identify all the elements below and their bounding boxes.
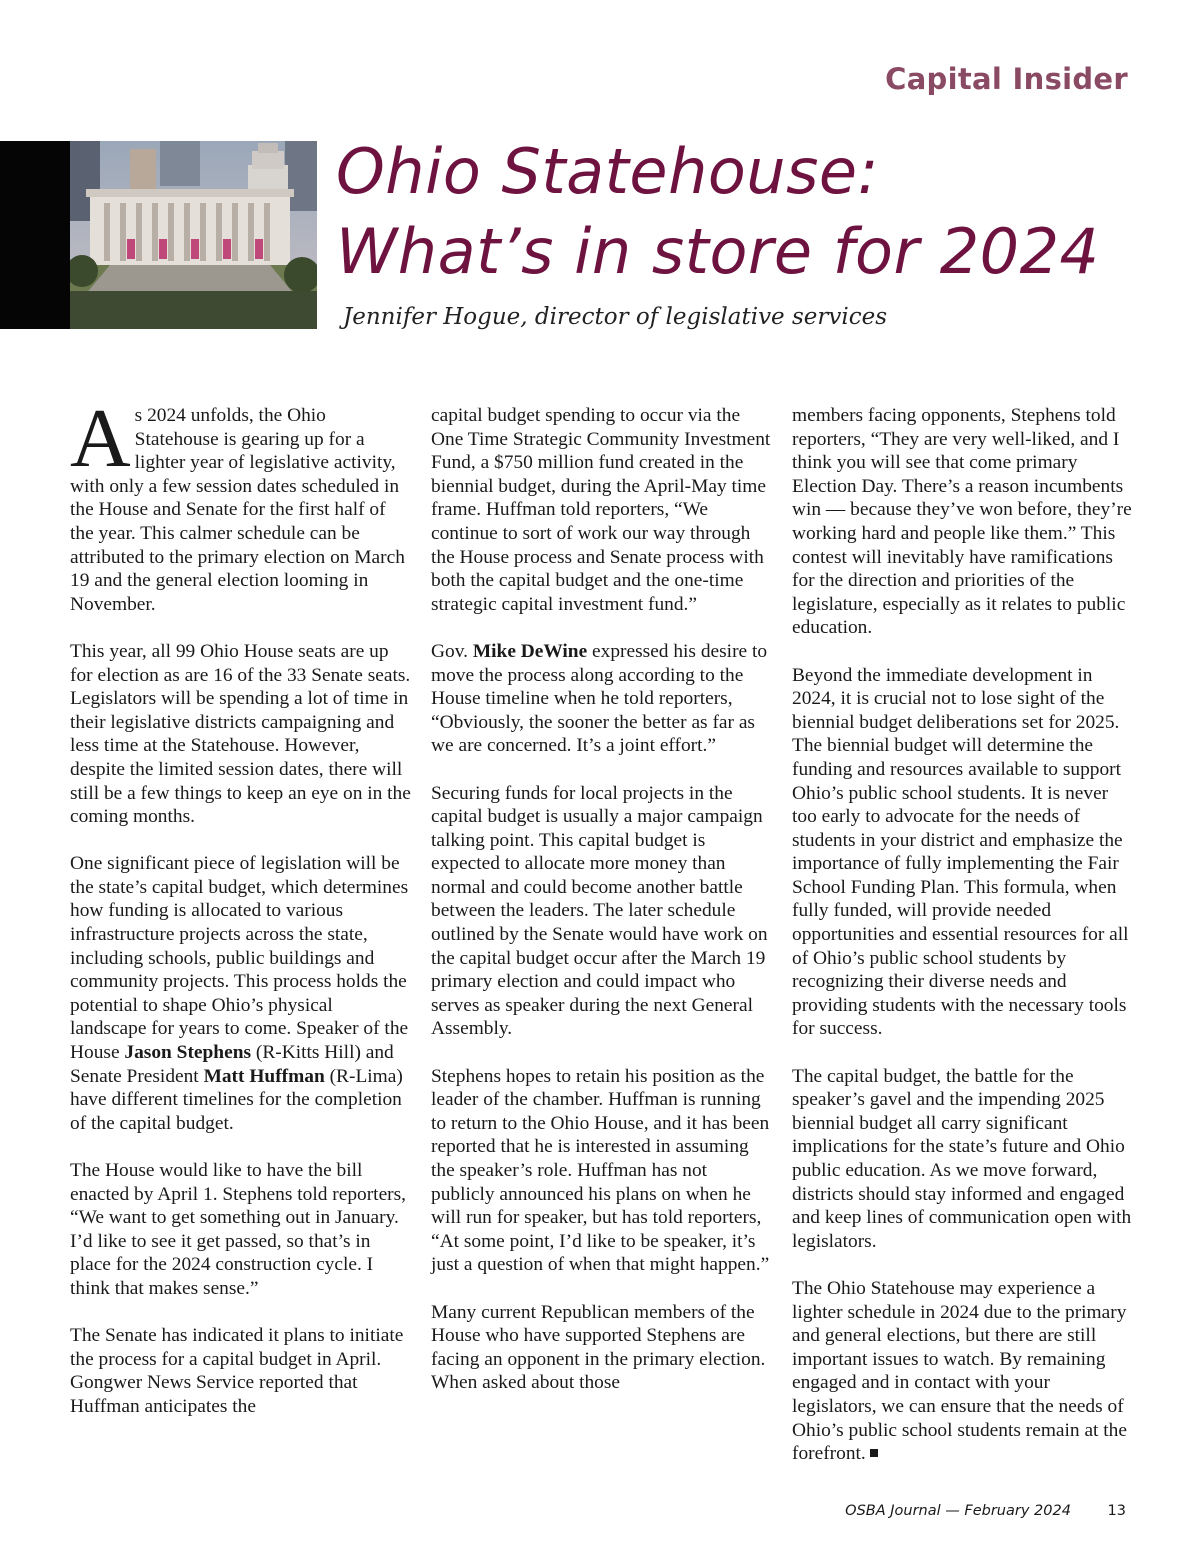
paragraph: capital budget spending to occur via the One Time Strategic Community Investment Fund, a $750 million fund created in the biennial budget, during the April-May time frame. Huffman told reporters, “We continue to sort of work our way through the House process and Senate process with both the capital budget and the one-time strategic capital investment fund.” (431, 405, 771, 615)
drop-cap: A (70, 392, 131, 485)
paragraph: As 2024 unfolds, the Ohio Statehouse is gearing up for a lighter year of legislative activity, with only a few session dates scheduled in the House and Senate for the first half of the year. This calmer schedule can be attributed to the primary election on March 19 and the general election looming in November. (70, 392, 405, 615)
paragraph: Many current Republican members of the House who have supported Stephens are facing an opponent in the primary election. When asked about those (431, 1301, 766, 1394)
paragraph: The capital budget, the battle for the speaker’s gavel and the impending 2025 biennial budget all carry significant implications for the state’s future and Ohio public education. As we move forward, districts should stay informed and engaged and keep lines of communication open with legislators. (792, 1065, 1132, 1252)
paragraph: members facing opponents, Stephens told reporters, “They are very well-liked, and I think you will see that come primary Election Day. There’s a reason incumbents win — because they’ve won before, they’re working hard and people like them.” This contest will inevitably have ramifications for the direction and priorities of the legislature, especially as it relates to public education. (792, 405, 1132, 639)
paragraph: Beyond the immediate development in 2024, it is crucial not to lose sight of the biennial budget deliberations set for 2025. The biennial budget will determine the funding and resources available to support Ohio’s public school students. It is never too early to advocate for the needs of students in your district and emphasize the importance of fully implementing the Fair School Funding Plan. This formula, when fully funded, will provide needed opportunities and essential resources for all of Ohio’s public school students by recognizing their diverse needs and providing students with the necessary tools for success. (792, 664, 1129, 1040)
statehouse-illustration (70, 141, 317, 329)
paragraph: Securing funds for local projects in the capital budget is usually a major campaign talking point. This capital budget is expected to allocate more money than normal and could become another battle between the leaders. The later schedule outlined by the Senate would have work on the capital budget occur after the March 19 primary election and could impact who serves as speaker during the next General Assembly. (431, 782, 768, 1040)
article-headline (336, 132, 1176, 292)
paragraph: This year, all 99 Ohio House seats are up for election as are 16 of the 33 Senate seats. Legislators will be spending a lot of time in their legislative districts campaigning and less time at the Statehouse. However, despite the limited session dates, there will still be a few things to keep an eye on in the coming months. (70, 640, 411, 828)
page-footer (845, 1503, 1126, 1519)
paragraph: Stephens hopes to retain his position as the leader of the chamber. Huffman is running to return to the Ohio House, and it has been reported that he is interested in assuming the speaker’s role. Huffman has not publicly announced his plans on when he will run for speaker, but has told reporters, “At some point, I’d like to be speaker, it’s just a question of when that might happen.” (431, 1065, 770, 1276)
section-label: Capital Insider (885, 62, 1128, 96)
headline-line-2: What’s in store for 2024 (336, 215, 1100, 288)
article-column-1 (70, 392, 412, 1442)
headline-line-1: Ohio Statehouse: (336, 135, 879, 208)
paragraph: Gov. Mike DeWine expressed his desire to move the process along according to the House timeline when he told reporters, “Obviously, the sooner the better as far as we are concerned. It’s a joint effort.” (431, 640, 768, 757)
article-column-3 (792, 404, 1134, 1489)
paragraph: The Ohio Statehouse may experience a lighter schedule in 2024 due to the primary and general elections, but there are still important issues to watch. By remaining engaged and in contact with your legislators, we can ensure that the needs of Ohio’s public school students remain at the forefront. (792, 1277, 1127, 1465)
paragraph: One significant piece of legislation will be the state’s capital budget, which determines how funding is allocated to various infrastructure projects across the state, including schools, public buildings and community projects. This process holds the potential to shape Ohio’s physical landscape for years to come. Speaker of the House Jason Stephens (R-Kitts Hill) and Senate President Matt Huffman (R-Lima) have different timelines for the completion of the capital budget. (70, 853, 409, 1134)
page-number: 13 (1107, 1503, 1126, 1519)
person-name: Jason Stephens (124, 1042, 252, 1064)
byline: Jennifer Hogue, director of legislative services (343, 304, 888, 330)
paragraph: The House would like to have the bill enacted by April 1. Stephens told reporters, “We want to get something out in January. I’d like to see it get passed, so that’s in place for the 2024 construction cycle. I think that makes sense.” (70, 1160, 407, 1299)
statehouse-photo (0, 141, 317, 329)
article-column-2 (431, 404, 773, 1419)
footer-journal: OSBA Journal — February 2024 (845, 1503, 1071, 1519)
person-name: Mike DeWine (472, 640, 588, 662)
person-name: Matt Huffman (203, 1065, 325, 1087)
paragraph: The Senate has indicated it plans to initiate the process for a capital budget in April. Gongwer News Service reported that Huffman anticipates the (70, 1325, 404, 1417)
end-of-article-mark (870, 1449, 878, 1457)
